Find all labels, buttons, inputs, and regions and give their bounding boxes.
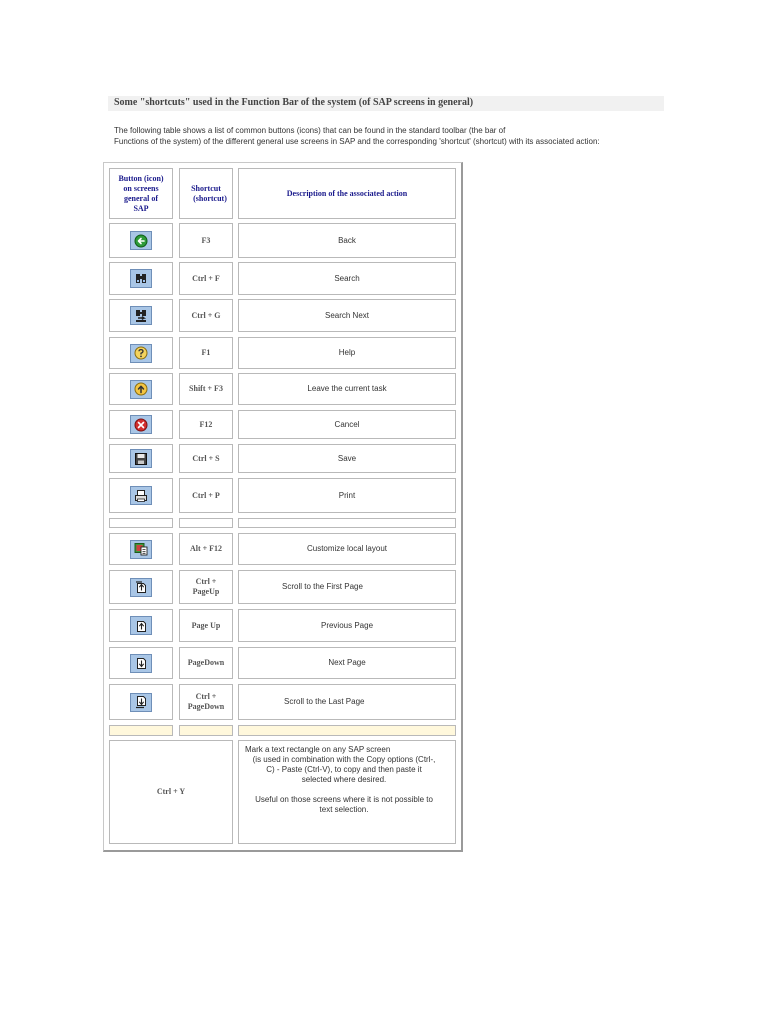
ctrl-y-desc-line-5: Useful on those screens where it is not possible to [255,795,433,804]
row-customize-description: Customize local layout [238,533,456,565]
header-description: Description of the associated action [238,168,456,219]
first-page-icon[interactable] [130,578,152,597]
spacer-cell [109,518,173,528]
ctrl-y-desc-line-3: C) - Paste (Ctrl-V), to copy and then paste it [266,765,422,774]
row-search-description: Search [238,262,456,295]
row-print-shortcut: Ctrl + P [179,478,233,513]
row-cancel-icon-cell [109,410,173,439]
header-shortcut-line-1: Shortcut [191,183,221,193]
row-help-description: Help [238,337,456,369]
find-next-icon[interactable] [130,306,152,325]
row-back-shortcut: F3 [179,223,233,258]
row-first-page-shortcut [179,570,233,604]
row-print-description: Print [238,478,456,513]
spacer-cell [238,518,456,528]
row-previous-page-description: Previous Page [238,609,456,642]
row-help-shortcut: F1 [179,337,233,369]
print-icon[interactable] [130,486,152,505]
ctrl-y-desc-line-1: Mark a text rectangle on any SAP screen [245,745,391,754]
help-icon[interactable] [130,344,152,363]
row-cancel-shortcut: F12 [179,410,233,439]
row-ctrl-y-shortcut: Ctrl + Y [109,740,233,844]
previous-page-icon[interactable] [130,616,152,635]
back-icon[interactable] [130,231,152,250]
find-icon[interactable] [130,269,152,288]
row-save-description: Save [238,444,456,473]
page-title: Some "shortcuts" used in the Function Bar of the system (of SAP screens in general) [114,97,474,108]
row-exit-icon-cell [109,373,173,405]
ctrl-y-desc-line-4: selected where desired. [301,775,387,784]
row-next-page-description: Next Page [238,647,456,679]
ctrl-y-desc-line-6: text selection. [319,805,369,814]
last-page-icon[interactable] [130,693,152,712]
ctrl-y-desc-line-2: (is used in combination with the Copy options (Ctrl-, [252,755,436,764]
row-exit-shortcut: Shift + F3 [179,373,233,405]
row-next-page-icon-cell [109,647,173,679]
row-print-icon-cell [109,478,173,513]
row-last-page-description: Scroll to the Last Page [238,684,456,720]
row-search-next-icon-cell [109,299,173,332]
intro-paragraph [114,125,600,147]
header-shortcut [179,168,233,219]
customize-layout-icon[interactable] [130,540,152,559]
row-save-shortcut: Ctrl + S [179,444,233,473]
intro-line-1: The following table shows a list of common buttons (icons) that can be found in the standard toolbar (the bar of [114,126,506,135]
header-button-line-2: on screens [123,183,159,193]
row-search-next-shortcut: Ctrl + G [179,299,233,332]
header-shortcut-line-2: (shortcut) [193,193,227,203]
row-search-next-description: Search Next [238,299,456,332]
header-button-icon [109,168,173,219]
save-icon[interactable] [130,449,152,468]
row-search-icon-cell [109,262,173,295]
row-back-description: Back [238,223,456,258]
row-cancel-description: Cancel [238,410,456,439]
row-customize-shortcut: Alt + F12 [179,533,233,565]
row-first-page-shortcut-line-2: PageUp [192,587,220,596]
row-search-shortcut: Ctrl + F [179,262,233,295]
row-first-page-shortcut-line-1: Ctrl + [195,577,217,586]
row-help-icon-cell [109,337,173,369]
header-button-line-1: Button (icon) [118,173,164,183]
row-back-icon-cell [109,223,173,258]
row-save-icon-cell [109,444,173,473]
spacer-cell [109,725,173,736]
row-first-page-icon-cell [109,570,173,604]
spacer-cell [238,725,456,736]
row-previous-page-shortcut: Page Up [179,609,233,642]
row-first-page-description: Scroll to the First Page [238,570,456,604]
row-previous-page-icon-cell [109,609,173,642]
spacer-cell [179,725,233,736]
row-last-page-shortcut-line-2: PageDown [187,702,225,711]
header-button-line-3: general of [124,193,158,203]
header-button-line-4: SAP [133,203,149,213]
row-last-page-shortcut-line-1: Ctrl + [195,692,217,701]
next-page-icon[interactable] [130,654,152,673]
row-next-page-shortcut: PageDown [179,647,233,679]
row-last-page-icon-cell [109,684,173,720]
row-customize-icon-cell [109,533,173,565]
row-exit-description: Leave the current task [238,373,456,405]
spacer-cell [179,518,233,528]
row-last-page-shortcut [179,684,233,720]
exit-icon[interactable] [130,380,152,399]
cancel-icon[interactable] [130,415,152,434]
row-ctrl-y-description [238,740,456,844]
intro-line-2: Functions of the system) of the different general use screens in SAP and the corresponding 'shortcut' (shortcut) with its associated action: [114,137,600,146]
